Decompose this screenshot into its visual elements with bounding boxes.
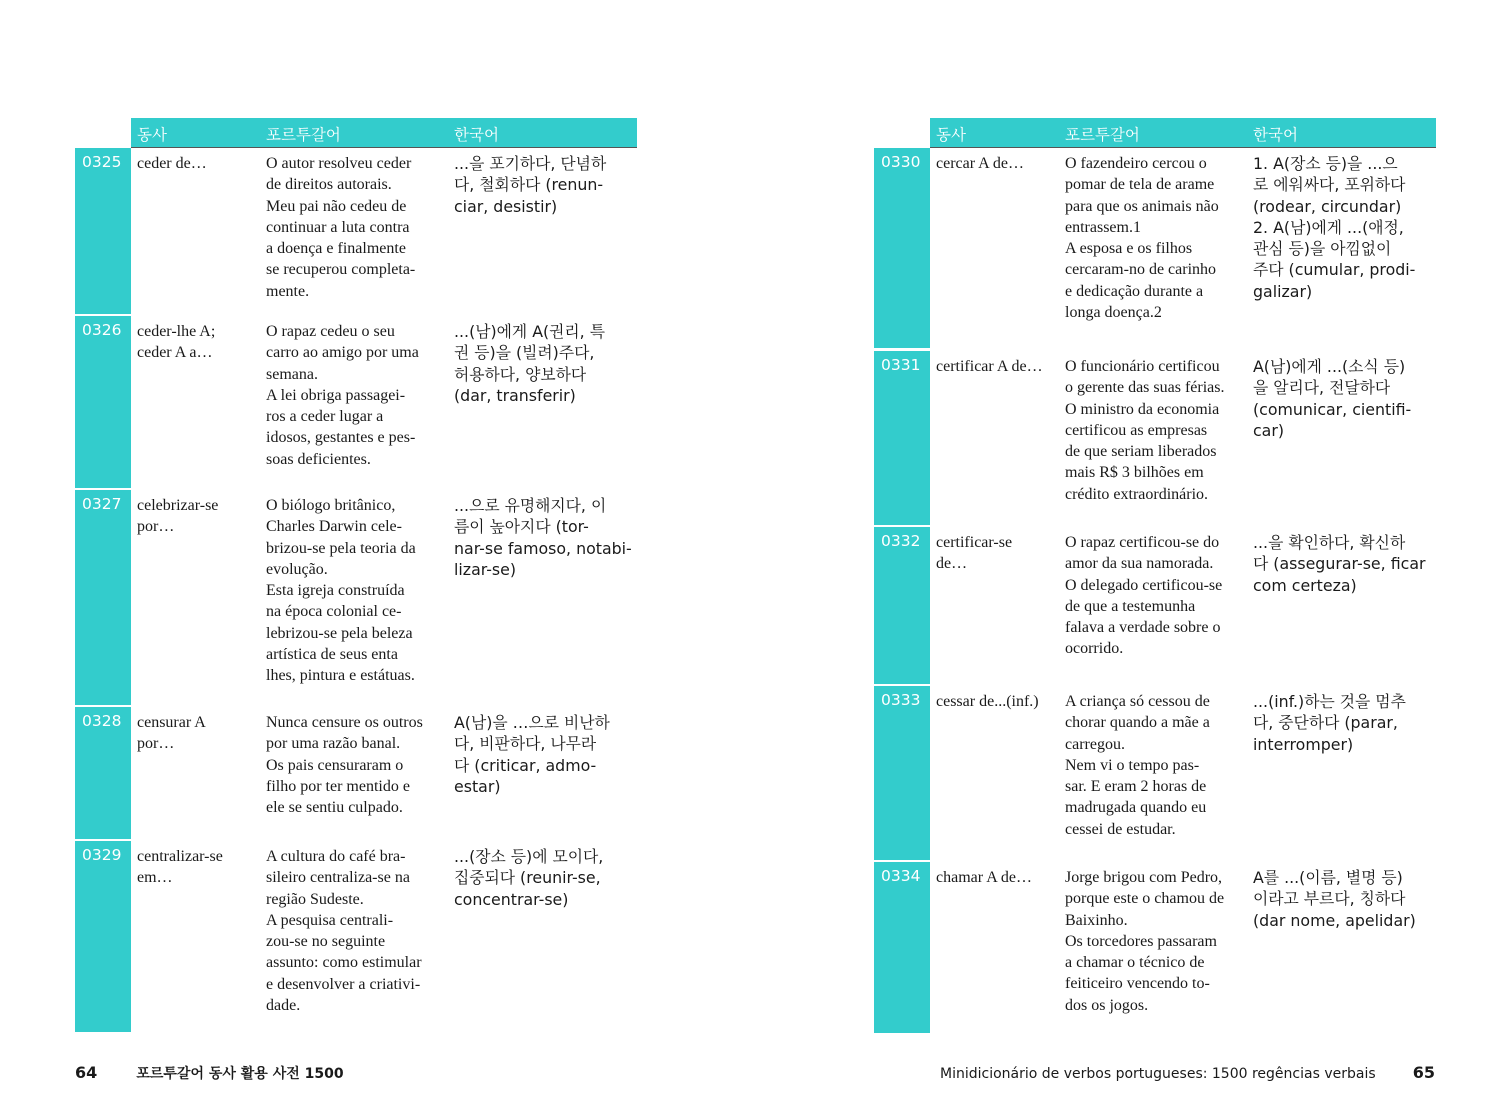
entry-examples: O funcionário certificou o gerente das suas férias. O ministro da economia certificou as empresas de que seriam liberados mais R$ 3 bilhões em crédito extraordinário.	[1065, 358, 1225, 503]
entry-examples: Jorge brigou com Pedro, porque este o chamou de Baixinho. Os torcedores passaram a chamar o técnico de feiticeiro vencendo to- dos os jogos.	[1065, 869, 1225, 1014]
book-title: 포르투갈어 동사 활용 사전 1500	[136, 1066, 344, 1082]
entry-korean: A(남)에게 ...(소식 등) 을 알리다, 전달하다 (comunicar, cientifi- car)	[1253, 357, 1412, 440]
header-verb: 동사	[137, 126, 167, 144]
entry-0334	[874, 862, 1436, 1033]
entry-verb: cercar A de…	[936, 155, 1024, 172]
book-title: Minidicionário de verbos portugueses: 1500 regências verbais	[940, 1066, 1376, 1082]
entry-number: 0333	[874, 686, 930, 860]
header-portuguese: 포르투갈어	[266, 126, 341, 144]
entry-number: 0334	[874, 862, 930, 1033]
header-verb: 동사	[936, 126, 966, 144]
table-header	[930, 118, 1436, 147]
entry-korean: A(남)을 …으로 비난하 다, 비판하다, 나무라 다 (criticar, admo- estar)	[454, 713, 610, 796]
entry-korean: ...(장소 등)에 모이다, 집중되다 (reunir-se, concentrar-se)	[454, 847, 604, 909]
header-portuguese: 포르투갈어	[1065, 126, 1140, 144]
entry-number: 0325	[75, 148, 131, 314]
entry-0326	[75, 316, 637, 488]
entry-verb: ceder-lhe A; ceder A a…	[137, 323, 216, 362]
entry-0325	[75, 148, 637, 314]
entry-korean: 1. A(장소 등)을 ...으 로 에워싸다, 포위하다 (rodear, circundar) 2. A(남)에게 ...(애정, 관심 등)을 아낌없이 주다 (cumular, prodi- galizar)	[1253, 154, 1416, 301]
entry-0331	[874, 351, 1436, 525]
left-footer	[75, 1063, 344, 1083]
entry-verb: cessar de...(inf.)	[936, 693, 1039, 710]
header-korean: 한국어	[1253, 126, 1298, 144]
entry-verb: chamar A de…	[936, 869, 1032, 886]
entry-0333	[874, 686, 1436, 860]
entry-number: 0331	[874, 351, 930, 525]
entry-verb: ceder de…	[137, 155, 207, 172]
right-footer	[940, 1063, 1435, 1082]
entry-number: 0332	[874, 527, 930, 684]
entry-0330	[874, 148, 1436, 348]
entry-korean: ...을 확인하다, 확신하 다 (assegurar-se, ficar com certeza)	[1253, 533, 1426, 595]
entry-korean: ...(남)에게 A(권리, 특 권 등)을 (빌려)주다, 허용하다, 양보하다 (dar, transferir)	[454, 322, 605, 405]
entry-0332	[874, 527, 1436, 684]
header-korean: 한국어	[454, 126, 499, 144]
entry-korean: A를 ...(이름, 별명 등) 이라고 부르다, 칭하다 (dar nome, apelidar)	[1253, 868, 1416, 930]
entry-korean: ...(inf.)하는 것을 멈추 다, 중단하다 (parar, interromper)	[1253, 692, 1406, 754]
entry-number: 0328	[75, 707, 131, 839]
entry-0327	[75, 490, 637, 705]
entry-examples: O autor resolveu ceder de direitos autorais. Meu pai não cedeu de continuar a luta contra a doença e finalmente se recuperou completa- mente.	[266, 155, 416, 300]
entry-verb: certificar-se de…	[936, 534, 1013, 573]
entry-verb: censurar A por…	[137, 714, 206, 753]
entry-korean: ...으로 유명해지다, 이 름이 높아지다 (tor- nar-se famoso, notabi- lizar-se)	[454, 496, 632, 579]
entry-number: 0326	[75, 316, 131, 488]
entry-0328	[75, 707, 637, 839]
entry-examples: A cultura do café bra- sileiro centraliza-se na região Sudeste. A pesquisa centrali- zou-se no seguinte assunto: como estimular e desenvolver a criativi- dade.	[266, 848, 422, 1015]
page-number: 64	[75, 1063, 98, 1082]
entry-korean: ...을 포기하다, 단념하 다, 철회하다 (renun- ciar, desistir)	[454, 154, 607, 216]
entry-examples: O fazendeiro cercou o pomar de tela de arame para que os animais não entrassem.1 A esposa e os filhos cercaram-no de carinho e dedicação durante a longa doença.2	[1065, 155, 1219, 322]
entry-verb: certificar A de…	[936, 358, 1043, 375]
entry-verb: celebrizar-se por…	[137, 497, 219, 536]
entry-examples: A criança só cessou de chorar quando a mãe a carregou. Nem vi o tempo pas- sar. E eram 2 horas de madrugada quando eu cessei de estudar.	[1065, 693, 1210, 838]
entry-examples: O rapaz certificou-se do amor da sua namorada. O delegado certificou-se de que a testemunha falava a verdade sobre o ocorrido.	[1065, 534, 1223, 658]
entry-examples: Nunca censure os outros por uma razão banal. Os pais censuraram o filho por ter mentido e ele se sentiu culpado.	[266, 714, 423, 817]
page-number: 65	[1412, 1063, 1435, 1082]
entry-0329	[75, 841, 637, 1032]
entry-number: 0330	[874, 148, 930, 348]
entry-examples: O rapaz cedeu o seu carro ao amigo por uma semana. A lei obriga passagei- ros a ceder lugar a idosos, gestantes e pes- soas deficientes.	[266, 323, 419, 468]
entry-number: 0329	[75, 841, 131, 1032]
table-header	[131, 118, 637, 147]
entry-verb: centralizar-se em…	[137, 848, 223, 887]
entry-number: 0327	[75, 490, 131, 705]
entry-examples: O biólogo britânico, Charles Darwin cele- brizou-se pela teoria da evolução. Esta igreja construída na época colonial ce- lebrizou-se pela beleza artística de seus enta lhes, pintura e estátuas.	[266, 497, 416, 685]
